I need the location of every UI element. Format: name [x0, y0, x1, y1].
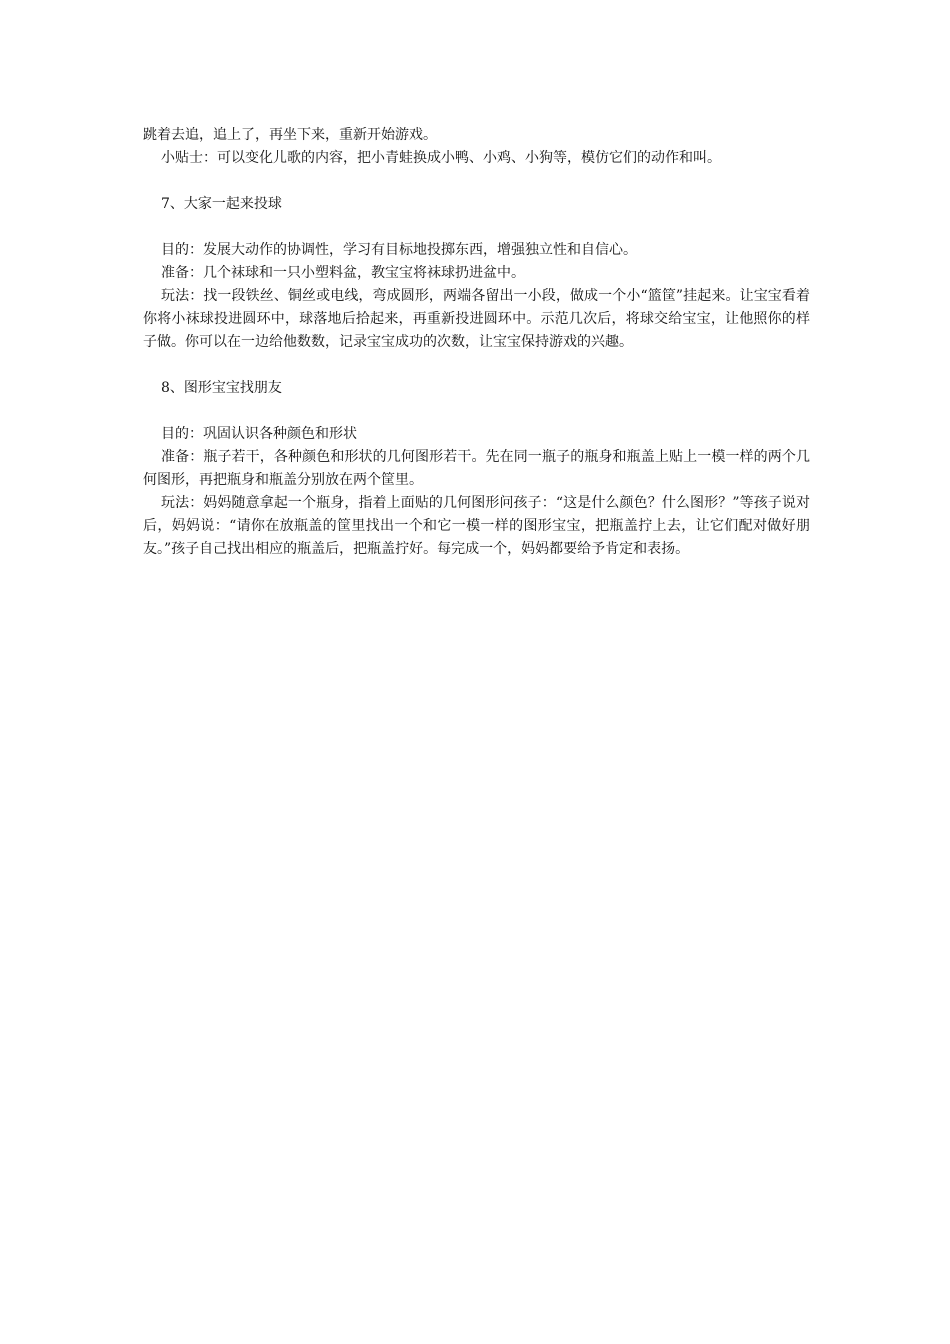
- intro-tip: 小贴士：可以变化儿歌的内容，把小青蛙换成小鸭、小鸡、小狗等，模仿它们的动作和叫。: [161, 150, 721, 166]
- intro-continuation: 跳着去追，追上了，再坐下来，重新开始游戏。: [143, 127, 437, 143]
- section-8-heading: 8、图形宝宝找朋友: [161, 380, 282, 396]
- section-7-heading: 7、大家一起来投球: [161, 196, 282, 212]
- section-8-prep: 准备：瓶子若干，各种颜色和形状的几何图形若干。先在同一瓶子的瓶身和瓶盖上贴上一模一样的两个几何图形，再把瓶身和瓶盖分别放在两个筐里。: [143, 449, 810, 488]
- document-body: [143, 124, 810, 561]
- section-7-play: 玩法：找一段铁丝、铜丝或电线，弯成圆形，两端各留出一小段，做成一个小“篮筐”挂起来。让宝宝看着你将小袜球投进圆环中，球落地后拾起来，再重新投进圆环中。示范几次后，将球交给宝宝，让他照你的样子做。你可以在一边给他数数，记录宝宝成功的次数，让宝宝保持游戏的兴趣。: [143, 288, 810, 350]
- section-8-play: 玩法：妈妈随意拿起一个瓶身，指着上面贴的几何图形问孩子：“这是什么颜色？什么图形？”等孩子说对后，妈妈说：“请你在放瓶盖的筐里找出一个和它一模一样的图形宝宝，把瓶盖拧上去，让它们配对做好朋友。”孩子自己找出相应的瓶盖后，把瓶盖拧好。每完成一个，妈妈都要给予肯定和表扬。: [143, 495, 810, 557]
- section-8-goal: 目的：巩固认识各种颜色和形状: [161, 426, 357, 442]
- section-7-goal: 目的：发展大动作的协调性，学习有目标地投掷东西，增强独立性和自信心。: [161, 242, 637, 258]
- section-7-prep: 准备：几个袜球和一只小塑料盆，教宝宝将袜球扔进盆中。: [161, 265, 525, 281]
